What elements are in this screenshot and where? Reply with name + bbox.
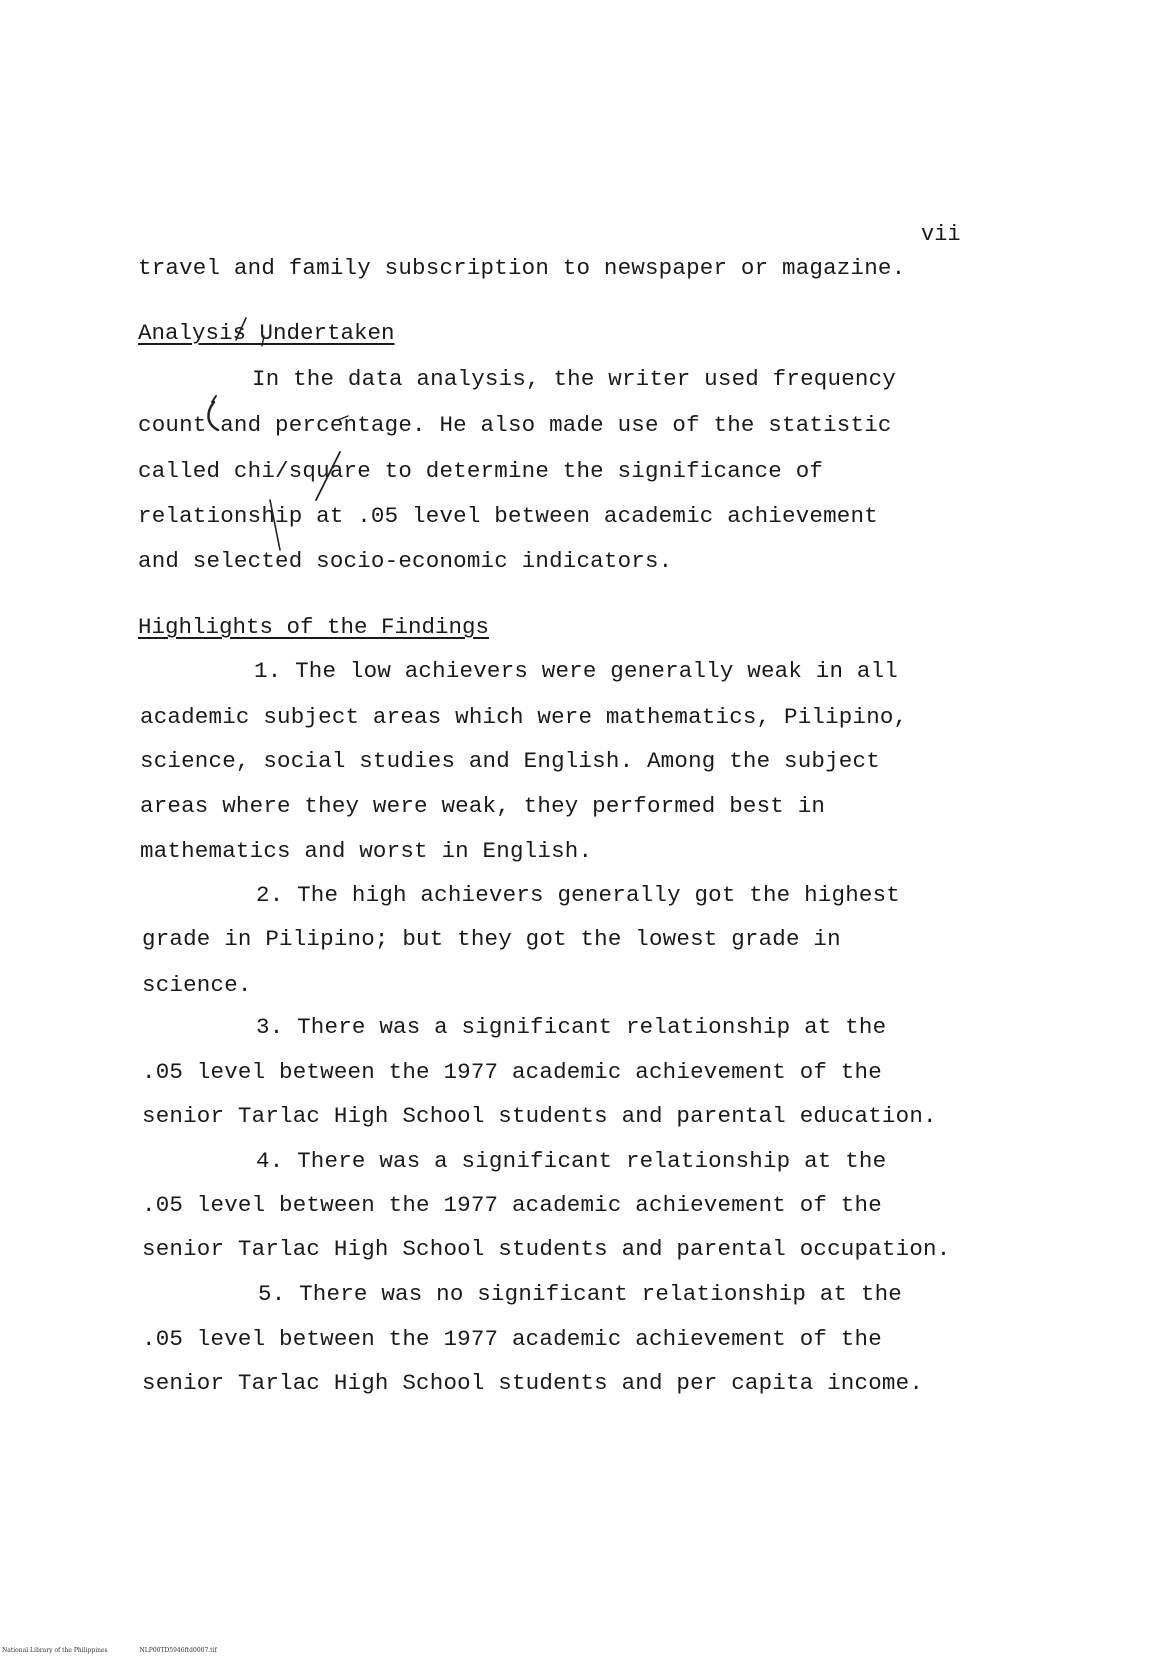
paragraph-line: In the data analysis, the writer used frequency (252, 366, 897, 392)
finding-line: 5. There was no significant relationship at the (258, 1281, 903, 1307)
finding-line: mathematics and worst in English. (140, 838, 593, 864)
finding-line: science. (142, 972, 252, 998)
finding-line: academic subject areas which were mathematics, Pilipino, (140, 704, 908, 730)
finding-line: .05 level between the 1977 academic achievement of the (142, 1192, 882, 1218)
paragraph-line: count and percentage. He also made use of the statistic (138, 412, 892, 438)
section-heading-findings: Highlights of the Findings (138, 614, 490, 640)
footer-library: National Library of the Philippines (2, 1647, 108, 1654)
section-heading-analysis: Analysis Undertaken (138, 320, 395, 346)
finding-line: senior Tarlac High School students and parental education. (142, 1103, 937, 1129)
finding-line: 2. The high achievers generally got the highest (256, 882, 901, 908)
paragraph-line: relationship at .05 level between academic achievement (138, 503, 878, 529)
finding-line: 1. The low achievers were generally weak in all (254, 658, 899, 684)
finding-line: senior Tarlac High School students and per capita income. (142, 1370, 924, 1396)
finding-line: .05 level between the 1977 academic achievement of the (142, 1326, 882, 1352)
finding-line: grade in Pilipino; but they got the lowest grade in (142, 926, 841, 952)
scan-footer (2, 1647, 247, 1654)
paragraph-line: and selected socio-economic indicators. (138, 548, 673, 574)
finding-line: 3. There was a significant relationship at the (256, 1014, 887, 1040)
finding-line: .05 level between the 1977 academic achievement of the (142, 1059, 882, 1085)
paragraph-line: called chi/square to determine the significance of (138, 458, 824, 484)
footer-file: NLP00TD5946ftd0007.tif (139, 1647, 217, 1654)
finding-line: 4. There was a significant relationship at the (256, 1148, 887, 1174)
page-number: vii (921, 222, 961, 247)
intro-line: travel and family subscription to newspaper or magazine. (138, 255, 906, 281)
finding-line: science, social studies and English. Among the subject (140, 748, 880, 774)
finding-line: senior Tarlac High School students and parental occupation. (142, 1236, 951, 1262)
finding-line: areas where they were weak, they performed best in (140, 793, 826, 819)
